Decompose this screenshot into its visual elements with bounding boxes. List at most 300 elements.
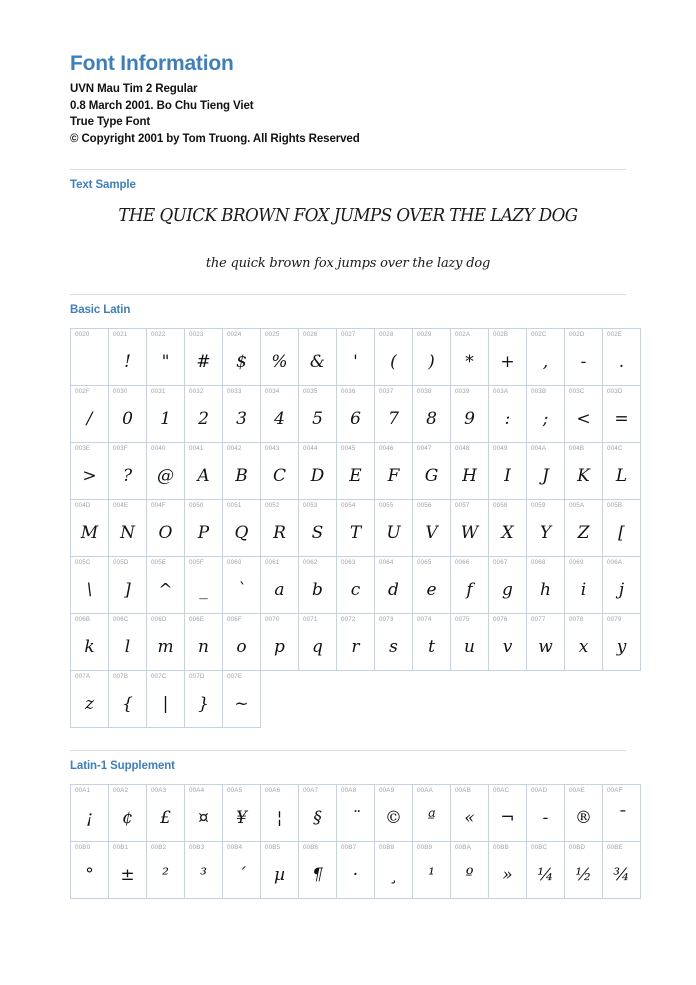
glyph-character: 2 [198,409,209,430]
glyph-codepoint: 00B3 [189,844,205,852]
glyph-codepoint: 004F [151,502,166,510]
glyph-character: 4 [274,409,285,430]
glyph-character: g [502,580,513,601]
glyph-character: ¶ [312,865,323,886]
glyph-character: H [462,466,477,487]
glyph-codepoint: 0026 [303,331,318,339]
glyph-codepoint: 003F [113,445,128,453]
glyph-cell[interactable] [223,614,261,671]
glyph-cell[interactable] [375,500,413,557]
glyph-cell[interactable] [109,557,147,614]
glyph-cell[interactable] [223,443,261,500]
glyph-codepoint: 0041 [189,445,204,453]
glyph-cell[interactable] [299,557,337,614]
glyph-codepoint: 00B4 [227,844,243,852]
glyph-character: ½ [575,865,592,886]
glyph-codepoint: 0056 [417,502,432,510]
glyph-cell[interactable] [147,557,185,614]
glyph-character: P [197,523,210,544]
glyph-codepoint: 0077 [531,616,546,624]
glyph-codepoint: 00A6 [265,787,281,795]
glyph-codepoint: 005C [75,559,91,567]
glyph-character: o [236,637,247,658]
glyph-cell[interactable] [185,500,223,557]
glyph-codepoint: 007C [151,673,167,681]
glyph-character: S [311,523,324,544]
glyph-codepoint: 0059 [531,502,546,510]
glyph-cell[interactable] [261,842,299,899]
glyph-cell[interactable] [337,785,375,842]
glyph-cell[interactable] [603,386,641,443]
glyph-cell[interactable] [337,614,375,671]
glyph-character: " [161,352,170,373]
glyph-codepoint: 005A [569,502,585,510]
glyph-cell[interactable] [489,329,527,386]
glyph-character: D [310,466,325,487]
glyph-cell[interactable] [71,443,109,500]
glyph-cell-empty [375,671,413,728]
glyph-cell[interactable] [185,329,223,386]
glyph-cell[interactable] [261,785,299,842]
glyph-cell[interactable] [451,500,489,557]
glyph-cell[interactable] [603,500,641,557]
glyph-character: , [542,352,549,373]
glyph-cell[interactable] [451,386,489,443]
glyph-cell[interactable] [451,785,489,842]
glyph-cell[interactable] [109,443,147,500]
glyph-cell[interactable] [603,443,641,500]
glyph-table-basic-latin [70,328,641,728]
glyph-codepoint: 0022 [151,331,166,339]
glyph-cell[interactable] [147,386,185,443]
glyph-cell[interactable] [451,614,489,671]
glyph-cell[interactable] [185,785,223,842]
glyph-cell-empty [261,671,299,728]
glyph-row [71,386,641,443]
glyph-character: & [309,352,326,373]
glyph-cell[interactable] [565,785,603,842]
glyph-character: X [501,523,514,544]
glyph-cell[interactable] [185,842,223,899]
glyph-character: 6 [350,409,361,430]
glyph-character: e [426,580,437,601]
glyph-character: ¢ [122,808,133,829]
glyph-cell[interactable] [71,329,109,386]
glyph-cell[interactable] [451,557,489,614]
font-type: True Type Font [70,116,151,129]
glyph-cell-empty [413,671,451,728]
glyph-cell[interactable] [489,557,527,614]
glyph-character: t [428,637,435,658]
glyph-cell[interactable] [299,386,337,443]
glyph-row [71,785,641,842]
glyph-character: h [540,580,551,601]
glyph-codepoint: 0031 [151,388,166,396]
glyph-cell[interactable] [527,842,565,899]
glyph-cell[interactable] [603,785,641,842]
glyph-cell[interactable] [147,500,185,557]
glyph-cell[interactable] [337,443,375,500]
glyph-cell[interactable] [185,671,223,728]
glyph-cell[interactable] [185,386,223,443]
glyph-codepoint: 005B [607,502,623,510]
glyph-codepoint: 0070 [265,616,280,624]
glyph-character: m [157,637,174,658]
glyph-cell[interactable] [299,614,337,671]
glyph-cell-empty [489,671,527,728]
glyph-row [71,557,641,614]
glyph-codepoint: 0057 [455,502,470,510]
glyph-cell[interactable] [375,557,413,614]
glyph-character: ] [124,580,131,601]
glyph-cell[interactable] [261,386,299,443]
glyph-character: b [312,580,323,601]
glyph-codepoint: 002D [569,331,585,339]
glyph-codepoint: 00B9 [417,844,433,852]
glyph-codepoint: 0032 [189,388,204,396]
glyph-character: k [84,637,95,658]
glyph-cell[interactable] [71,500,109,557]
glyph-cell[interactable] [527,500,565,557]
glyph-character: ª [427,808,436,829]
glyph-cell[interactable] [109,614,147,671]
glyph-codepoint: 0065 [417,559,432,567]
glyph-codepoint: 0066 [455,559,470,567]
glyph-codepoint: 002F [75,388,90,396]
glyph-character: ¼ [537,865,554,886]
glyph-cell[interactable] [565,386,603,443]
glyph-codepoint: 007D [189,673,205,681]
glyph-codepoint: 005E [151,559,167,567]
glyph-character: = [614,409,629,430]
glyph-codepoint: 00B2 [151,844,167,852]
glyph-cell[interactable] [71,842,109,899]
glyph-character: ¥ [236,808,247,829]
font-version: 0.8 March 2001. Bo Chu Tieng Viet [70,99,254,112]
glyph-codepoint: 00BD [569,844,586,852]
glyph-character: Z [577,523,590,544]
glyph-codepoint: 0027 [341,331,356,339]
font-name: UVN Mau Tim 2 Regular [70,83,198,96]
glyph-codepoint: 0035 [303,388,318,396]
text-sample-lowercase: the quick brown fox jumps over the lazy dog [205,256,491,272]
glyph-cell[interactable] [109,386,147,443]
glyph-cell[interactable] [109,329,147,386]
glyph-cell[interactable] [603,329,641,386]
glyph-codepoint: 0073 [379,616,394,624]
glyph-character: ` [237,580,246,601]
glyph-codepoint: 0020 [75,331,90,339]
glyph-cell[interactable] [375,329,413,386]
glyph-cell[interactable] [299,443,337,500]
glyph-cell[interactable] [185,443,223,500]
glyph-cell[interactable] [147,443,185,500]
glyph-cell[interactable] [71,614,109,671]
glyph-cell[interactable] [337,842,375,899]
glyph-cell[interactable] [147,671,185,728]
glyph-character: ( [390,352,397,373]
glyph-codepoint: 0049 [493,445,508,453]
glyph-cell[interactable] [527,557,565,614]
glyph-codepoint: 00B1 [113,844,129,852]
glyph-codepoint: 0054 [341,502,356,510]
glyph-cell[interactable] [413,614,451,671]
glyph-cell[interactable] [413,386,451,443]
glyph-character: ? [122,466,133,487]
glyph-character: ¡ [86,808,93,829]
glyph-cell[interactable] [109,500,147,557]
glyph-character: } [198,694,209,715]
glyph-cell[interactable] [223,785,261,842]
glyph-cell[interactable] [375,842,413,899]
glyph-cell[interactable] [147,842,185,899]
glyph-codepoint: 004E [113,502,129,510]
glyph-cell[interactable] [451,443,489,500]
glyph-character: § [313,808,322,829]
glyph-character: f [466,580,473,601]
glyph-codepoint: 00AA [417,787,433,795]
glyph-cell[interactable] [299,842,337,899]
glyph-character: c [350,580,361,601]
glyph-character: - [542,808,549,829]
glyph-cell[interactable] [337,386,375,443]
glyph-character: 8 [426,409,437,430]
glyph-cell[interactable] [527,443,565,500]
glyph-cell[interactable] [565,842,603,899]
glyph-cell[interactable] [299,500,337,557]
glyph-codepoint: 004A [531,445,547,453]
glyph-character: ¾ [613,865,630,886]
glyph-codepoint: 004D [75,502,91,510]
glyph-character: : [504,409,511,430]
glyph-cell[interactable] [413,842,451,899]
glyph-codepoint: 006B [75,616,91,624]
glyph-cell[interactable] [603,557,641,614]
glyph-cell[interactable] [489,842,527,899]
glyph-codepoint: 0039 [455,388,470,396]
glyph-character: µ [273,865,286,886]
glyph-cell[interactable] [603,842,641,899]
glyph-codepoint: 0029 [417,331,432,339]
glyph-cell[interactable] [413,329,451,386]
glyph-cell[interactable] [71,557,109,614]
glyph-codepoint: 0036 [341,388,356,396]
glyph-codepoint: 0074 [417,616,432,624]
glyph-codepoint: 003A [493,388,509,396]
glyph-codepoint: 0047 [417,445,432,453]
glyph-character: ¸ [389,865,398,886]
glyph-character: % [271,352,288,373]
glyph-cell[interactable] [413,557,451,614]
glyph-codepoint: 007A [75,673,91,681]
glyph-cell[interactable] [451,842,489,899]
glyph-character: W [460,523,479,544]
glyph-cell[interactable] [413,785,451,842]
glyph-cell[interactable] [185,614,223,671]
glyph-cell[interactable] [451,329,489,386]
glyph-character: F [387,466,400,487]
glyph-cell-empty [565,671,603,728]
glyph-cell[interactable] [223,557,261,614]
glyph-character: ° [85,865,94,886]
glyph-codepoint: 007E [227,673,243,681]
glyph-codepoint: 002A [455,331,471,339]
glyph-codepoint: 0021 [113,331,128,339]
glyph-cell[interactable] [261,443,299,500]
glyph-cell[interactable] [261,500,299,557]
glyph-character: n [198,637,209,658]
glyph-cell[interactable] [489,500,527,557]
glyph-row [71,329,641,386]
glyph-cell[interactable] [337,329,375,386]
glyph-codepoint: 0048 [455,445,470,453]
glyph-character: G [424,466,439,487]
glyph-codepoint: 00A1 [75,787,91,795]
glyph-codepoint: 00A2 [113,787,129,795]
glyph-cell[interactable] [71,785,109,842]
section-heading-text-sample: Text Sample [70,179,136,192]
glyph-cell[interactable] [337,557,375,614]
glyph-codepoint: 00A5 [227,787,243,795]
glyph-cell[interactable] [147,329,185,386]
glyph-character: \ [86,580,93,601]
glyph-cell[interactable] [337,500,375,557]
glyph-cell[interactable] [565,500,603,557]
glyph-character: 7 [388,409,399,430]
glyph-codepoint: 003D [607,388,623,396]
glyph-cell[interactable] [147,614,185,671]
glyph-character: ¤ [198,808,209,829]
glyph-cell[interactable] [109,785,147,842]
glyph-cell[interactable] [527,614,565,671]
glyph-character: 3 [236,409,247,430]
glyph-character: · [352,865,359,886]
glyph-character: º [465,865,474,886]
glyph-character: a [274,580,285,601]
glyph-cell-empty [299,671,337,728]
glyph-codepoint: 0050 [189,502,204,510]
glyph-character: K [577,466,590,487]
glyph-cell[interactable] [71,671,109,728]
glyph-cell[interactable] [375,386,413,443]
glyph-codepoint: 0076 [493,616,508,624]
text-sample-block [70,191,626,271]
glyph-character: j [618,580,625,601]
glyph-cell[interactable] [375,785,413,842]
glyph-codepoint: 003E [75,445,91,453]
glyph-character: s [389,637,398,658]
glyph-character: + [500,352,515,373]
glyph-codepoint: 0030 [113,388,128,396]
glyph-character: d [388,580,399,601]
glyph-cell[interactable] [375,614,413,671]
glyph-character: | [162,694,169,715]
glyph-cell[interactable] [565,614,603,671]
glyph-character: ® [575,808,592,829]
glyph-cell[interactable] [527,329,565,386]
glyph-codepoint: 00A7 [303,787,319,795]
glyph-cell[interactable] [489,443,527,500]
glyph-cell[interactable] [223,500,261,557]
glyph-codepoint: 0043 [265,445,280,453]
glyph-codepoint: 0072 [341,616,356,624]
glyph-codepoint: 0051 [227,502,242,510]
glyph-cell[interactable] [527,785,565,842]
glyph-character: [ [618,523,625,544]
glyph-codepoint: 0067 [493,559,508,567]
glyph-codepoint: 00A9 [379,787,395,795]
glyph-character: p [274,637,285,658]
glyph-cell[interactable] [565,557,603,614]
glyph-codepoint: 00A3 [151,787,167,795]
glyph-character: B [235,466,248,487]
glyph-cell[interactable] [223,842,261,899]
glyph-codepoint: 0042 [227,445,242,453]
glyph-codepoint: 0023 [189,331,204,339]
glyph-cell[interactable] [527,386,565,443]
glyph-cell[interactable] [299,329,337,386]
glyph-codepoint: 005D [113,559,129,567]
glyph-character: Q [234,523,249,544]
glyph-character: - [580,352,587,373]
glyph-cell[interactable] [223,671,261,728]
glyph-codepoint: 0037 [379,388,394,396]
glyph-cell[interactable] [261,557,299,614]
glyph-codepoint: 006C [113,616,129,624]
glyph-codepoint: 0052 [265,502,280,510]
glyph-character: ¬ [500,808,515,829]
glyph-character: J [542,466,549,487]
glyph-codepoint: 0033 [227,388,242,396]
glyph-cell[interactable] [147,785,185,842]
glyph-cell[interactable] [375,443,413,500]
glyph-row [71,500,641,557]
glyph-character: / [86,409,93,430]
glyph-cell[interactable] [223,386,261,443]
glyph-character: 9 [464,409,475,430]
glyph-character: R [273,523,286,544]
glyph-cell[interactable] [565,329,603,386]
glyph-codepoint: 0046 [379,445,394,453]
glyph-character: V [425,523,438,544]
glyph-cell[interactable] [603,614,641,671]
glyph-codepoint: 006E [189,616,205,624]
glyph-cell[interactable] [185,557,223,614]
glyph-cell[interactable] [109,842,147,899]
glyph-cell[interactable] [565,443,603,500]
glyph-codepoint: 0045 [341,445,356,453]
glyph-codepoint: 0068 [531,559,546,567]
glyph-cell[interactable] [261,329,299,386]
glyph-cell[interactable] [299,785,337,842]
glyph-cell[interactable] [223,329,261,386]
glyph-character: ¨ [351,808,360,829]
glyph-character: < [576,409,591,430]
glyph-cell[interactable] [489,386,527,443]
glyph-cell[interactable] [413,500,451,557]
glyph-cell[interactable] [71,386,109,443]
glyph-character: Y [539,523,552,544]
glyph-cell[interactable] [413,443,451,500]
glyph-character: z [85,694,94,715]
glyph-cell[interactable] [489,785,527,842]
glyph-cell[interactable] [261,614,299,671]
glyph-cell[interactable] [109,671,147,728]
glyph-codepoint: 00B6 [303,844,319,852]
document-header [70,0,626,147]
glyph-cell[interactable] [489,614,527,671]
copyright-notice: © Copyright 2001 by Tom Truong. All Rights Reserved [70,132,360,145]
